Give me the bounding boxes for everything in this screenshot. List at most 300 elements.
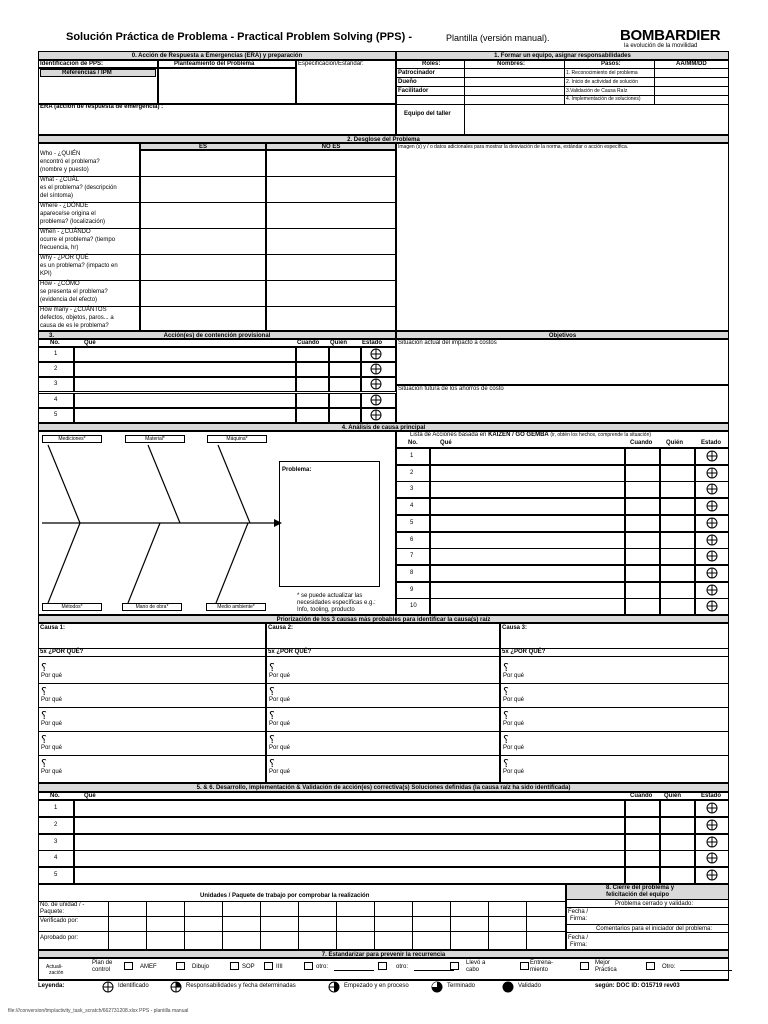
row-number: 9 <box>410 587 414 593</box>
sec8-comments: Comentarios para el iniciador del problema: <box>596 926 713 932</box>
es-field[interactable] <box>140 176 266 202</box>
legend-item-label: Responsabilidades y fecha determinadas <box>186 983 296 989</box>
why-hook-icon: ⸮ <box>503 733 509 746</box>
question-line: es el problema? (descripción <box>40 185 117 191</box>
col-who: Quién <box>330 340 348 346</box>
fish-methods: Métodos* <box>42 603 102 611</box>
standardize-checkbox[interactable] <box>264 962 273 970</box>
kaizen-who-field[interactable] <box>660 598 695 615</box>
title-main: Solución Práctica de Problema - Practical Problem Solving (PPS) - <box>66 31 412 43</box>
kaizen-what-field[interactable] <box>430 481 625 498</box>
status-circle-icon[interactable] <box>706 584 718 596</box>
col-noes: NO ES <box>266 143 396 150</box>
sec8-fecha-2: Fecha / <box>568 935 589 941</box>
who-field[interactable] <box>660 817 695 834</box>
section3-header <box>38 331 396 339</box>
legend-validated-icon <box>502 981 514 993</box>
legend-identified-icon <box>102 981 114 993</box>
action-field[interactable] <box>74 834 625 851</box>
standardize-checkbox[interactable] <box>230 962 239 970</box>
kaizen-header <box>410 432 651 439</box>
porque-label: Por qué <box>503 745 525 751</box>
kaizen-when-field[interactable] <box>625 598 660 615</box>
es-field[interactable] <box>140 306 266 332</box>
row-number: 2 <box>54 822 58 828</box>
status-circle-icon[interactable] <box>706 534 718 546</box>
standardize-label: Entrena- <box>530 960 554 966</box>
what-field[interactable] <box>74 347 296 362</box>
why-hook-icon: ⸮ <box>41 757 47 770</box>
kaizen-who-field[interactable] <box>660 448 695 465</box>
unit-no-label-a: No. de unidad / - <box>40 902 85 908</box>
kaizen-who-field[interactable] <box>660 532 695 549</box>
legend-item-label: Identificado <box>118 983 149 989</box>
why-hook-icon: ⸮ <box>269 733 275 746</box>
porque-label: Por qué <box>41 721 63 727</box>
who-field[interactable] <box>660 800 695 817</box>
es-field[interactable] <box>140 228 266 254</box>
porque-label: Por qué <box>41 697 63 703</box>
problem-statement-field[interactable] <box>158 68 296 104</box>
s56-col-status: Estado <box>701 793 722 799</box>
row-number: 6 <box>410 537 414 543</box>
kaizen-c: (ir, obtén los hechos, comprende la situación) <box>550 432 652 438</box>
write-in-line <box>680 970 732 971</box>
col-what: Qué <box>84 340 96 346</box>
status-circle-icon[interactable] <box>706 852 718 864</box>
porque-label: Por qué <box>269 769 291 775</box>
standardize-checkbox[interactable] <box>304 962 313 970</box>
standardize-label-2: cabo <box>466 967 480 973</box>
status-circle-icon[interactable] <box>706 869 718 881</box>
brand-logo: BOMBARDIER <box>620 27 721 44</box>
kaizen-col-status: Estado <box>701 440 722 446</box>
status-circle-icon[interactable] <box>370 409 382 421</box>
fish-material: Material* <box>125 435 185 443</box>
noes-field[interactable] <box>266 228 396 254</box>
prioritization-header: Priorización de los 3 causas más probables para identificar la causa(s) raíz <box>38 615 729 623</box>
unit-field[interactable] <box>412 902 450 950</box>
porque-label: Por qué <box>41 745 63 751</box>
noes-field[interactable] <box>266 176 396 202</box>
problem-label: Problema: <box>282 467 312 473</box>
current-label: Situación actual del impacto a costos <box>398 340 497 346</box>
kaizen-what-field[interactable] <box>430 532 625 549</box>
question-line: (nombre y puesto) <box>40 167 89 173</box>
who-field[interactable] <box>329 408 361 423</box>
units-title: Unidades / Paquete de trabajo por comprobar la realización <box>200 893 370 899</box>
question-line: ocurre el problema? (tiempo <box>40 237 116 243</box>
kaizen-when-field[interactable] <box>625 565 660 582</box>
row-divider <box>38 707 266 708</box>
sec8-title-a: 8. Cierre del problema y <box>606 885 675 891</box>
noes-field[interactable] <box>266 202 396 228</box>
when-field[interactable] <box>625 867 660 884</box>
question-line: Why - ¿POR QUÉ <box>40 255 89 261</box>
kaizen-when-field[interactable] <box>625 498 660 515</box>
row-divider <box>500 731 729 732</box>
s56-col-when: Cuando <box>630 793 653 799</box>
noes-field[interactable] <box>266 280 396 306</box>
standardize-checkbox[interactable] <box>646 962 655 970</box>
step-2: 2. Inicio de actividad de solución <box>566 79 638 85</box>
question-line: KPI) <box>40 271 52 277</box>
unit-field[interactable] <box>108 902 146 950</box>
why-hook-icon: ⸮ <box>269 685 275 698</box>
fish-note-1: * se puede actualizar las <box>297 593 363 599</box>
row-divider <box>500 683 729 684</box>
who-field[interactable] <box>329 347 361 362</box>
unit-field[interactable] <box>336 902 374 950</box>
row-number: 5 <box>410 520 414 526</box>
row-number: 8 <box>410 570 414 576</box>
when-field[interactable] <box>296 347 329 362</box>
unit-field[interactable] <box>260 902 298 950</box>
sec8-closed: Problema cerrado y validado: <box>615 901 694 907</box>
unit-field[interactable] <box>184 902 222 950</box>
es-field[interactable] <box>140 280 266 306</box>
status-circle-icon[interactable] <box>706 550 718 562</box>
cause-label: Causa 1: <box>40 625 66 631</box>
s56-col-no: No. <box>50 793 60 799</box>
legend-item-label: Terminado <box>447 983 476 989</box>
cause-label: Causa 2: <box>268 625 294 631</box>
question-line: del síntoma) <box>40 193 74 199</box>
porque-label: Por qué <box>503 721 525 727</box>
row-number: 5 <box>54 872 58 878</box>
col-date: AA/MM/DD <box>676 61 707 67</box>
standardize-label: Plan de <box>92 960 113 966</box>
why-hook-icon: ⸮ <box>41 661 47 674</box>
status-circle-icon[interactable] <box>706 467 718 479</box>
row-divider <box>266 656 500 657</box>
sec8-title-b: felicitación del equipo <box>606 892 670 898</box>
role-sponsor: Patrocinador <box>398 70 436 76</box>
kaizen-when-field[interactable] <box>625 515 660 532</box>
unit-field[interactable] <box>488 902 526 950</box>
kaizen-who-field[interactable] <box>660 565 695 582</box>
porque-label: Por qué <box>503 769 525 775</box>
status-circle-icon[interactable] <box>370 348 382 360</box>
write-in-line <box>414 970 454 971</box>
standardize-label: IIII <box>276 964 283 970</box>
kaizen-what-field[interactable] <box>430 582 625 599</box>
who-field[interactable] <box>329 377 361 392</box>
when-field[interactable] <box>625 850 660 867</box>
unit-no-label-b: Paquete: <box>40 909 65 915</box>
legend-started-icon <box>328 981 340 993</box>
image-area[interactable] <box>396 143 729 331</box>
question-line: problema? (localización) <box>40 219 106 225</box>
standardize-checkbox[interactable] <box>580 962 589 970</box>
question-line: es un problema? (impacto en <box>40 263 118 269</box>
question-line: How many - ¿CUÁNTOS <box>40 307 107 313</box>
actualization-b: zación <box>49 970 64 976</box>
image-note: Imagen (s) y / o datos adicionales para mostrar la desviación de la norma, estándar o acción específica. <box>398 144 629 150</box>
row-number: 3 <box>54 839 58 845</box>
row-number: 1 <box>54 351 58 357</box>
standardize-checkbox[interactable] <box>124 962 133 970</box>
step-4: 4. Implementación de soluciones) <box>566 96 641 102</box>
row-number: 4 <box>410 503 414 509</box>
actualization-a: Actuali- <box>46 964 63 970</box>
row-divider <box>500 656 729 657</box>
col-steps: Pasos: <box>601 61 621 67</box>
standardize-checkbox[interactable] <box>520 962 529 970</box>
question-line: Who - ¿QUIÉN <box>40 151 81 157</box>
five-why-label: 5x ¿POR QUÉ? <box>268 649 312 655</box>
when-field[interactable] <box>625 800 660 817</box>
status-circle-icon[interactable] <box>370 363 382 375</box>
why-hook-icon: ⸮ <box>503 709 509 722</box>
why-hook-icon: ⸮ <box>503 661 509 674</box>
when-field[interactable] <box>296 393 329 408</box>
why-hook-icon: ⸮ <box>269 661 275 674</box>
es-field[interactable] <box>140 150 266 176</box>
question-line: se presenta el problema? <box>40 289 108 295</box>
row-number: 3 <box>410 486 414 492</box>
legend-responsibilities-icon <box>170 981 182 993</box>
question-line: aparece/se origina el <box>40 211 96 217</box>
section0-header: 0. Acción de Respuesta a Emergencias (ERA) y preparación <box>38 51 396 60</box>
row-number: 4 <box>54 397 58 403</box>
step-1: 1. Reconocimiento del problema <box>566 70 638 76</box>
standardize-label-2: control <box>92 967 111 973</box>
write-in-line <box>334 970 374 971</box>
cause-column <box>266 623 500 783</box>
col-names: Nombres: <box>497 61 526 67</box>
kaizen-what-field[interactable] <box>430 598 625 615</box>
unit-field[interactable] <box>298 902 336 950</box>
cause-column <box>500 623 729 783</box>
kaizen-when-field[interactable] <box>625 448 660 465</box>
when-field[interactable] <box>296 377 329 392</box>
action-field[interactable] <box>74 817 625 834</box>
why-hook-icon: ⸮ <box>41 733 47 746</box>
standardize-label: AMEF <box>140 964 157 970</box>
row-divider <box>38 755 266 756</box>
kaizen-col-what: Qué <box>440 440 452 446</box>
standardize-checkbox[interactable] <box>176 962 185 970</box>
porque-label: Por qué <box>503 673 525 679</box>
what-field[interactable] <box>74 408 296 423</box>
what-field[interactable] <box>74 377 296 392</box>
porque-label: Por qué <box>503 697 525 703</box>
kaizen-what-field[interactable] <box>430 548 625 565</box>
section3-number: 3. <box>49 333 55 339</box>
s56-col-what: Qué <box>84 793 96 799</box>
what-field[interactable] <box>74 362 296 377</box>
kaizen-what-field[interactable] <box>430 565 625 582</box>
section1-header: 1. Formar un equipo, asignar responsabilidades <box>396 51 729 60</box>
action-field[interactable] <box>74 867 625 884</box>
why-hook-icon: ⸮ <box>269 757 275 770</box>
section3-title: Acción(es) de contención provisional <box>163 333 271 339</box>
standardize-label-2: Práctica <box>595 967 617 973</box>
standardize-label: otro: <box>396 964 409 970</box>
question-line: (evidencia del efecto) <box>40 297 98 303</box>
approved-label: Aprobado por: <box>40 935 79 941</box>
kaizen-who-field[interactable] <box>660 515 695 532</box>
row-divider <box>500 707 729 708</box>
unit-field[interactable] <box>450 902 488 950</box>
noes-field[interactable] <box>266 254 396 280</box>
status-circle-icon[interactable] <box>706 567 718 579</box>
standardize-label: Llevó a <box>466 960 486 966</box>
kaizen-when-field[interactable] <box>625 548 660 565</box>
question-line: encontró el problema? <box>40 159 100 165</box>
when-field[interactable] <box>625 817 660 834</box>
kaizen-what-field[interactable] <box>430 498 625 515</box>
fish-manpower: Mano de obra* <box>122 603 182 611</box>
status-circle-icon[interactable] <box>706 600 718 612</box>
status-circle-icon[interactable] <box>706 450 718 462</box>
porque-label: Por qué <box>41 769 63 775</box>
who-field[interactable] <box>329 362 361 377</box>
who-field[interactable] <box>329 393 361 408</box>
row-divider <box>38 656 266 657</box>
fish-note-2: necesidades específicas e.g.: <box>297 600 376 606</box>
row-number: 2 <box>410 470 414 476</box>
unit-field[interactable] <box>146 902 184 950</box>
step-3: 3.Validación de Causa Raíz <box>566 88 628 94</box>
kaizen-col-who: Quién <box>666 440 684 446</box>
kaizen-who-field[interactable] <box>660 481 695 498</box>
kaizen-col-when: Cuando <box>630 440 653 446</box>
action-field[interactable] <box>74 850 625 867</box>
when-field[interactable] <box>625 834 660 851</box>
verified-label: Verificado por: <box>40 918 79 924</box>
cause-label: Causa 3: <box>502 625 528 631</box>
spec-label: Especificación/Estandar: <box>298 61 364 67</box>
what-field[interactable] <box>74 393 296 408</box>
five-why-label: 5x ¿POR QUÉ? <box>502 649 546 655</box>
fish-note-3: Info, tooling, producto <box>297 607 355 613</box>
fish-machine: Máquina* <box>207 435 267 443</box>
row-divider <box>38 731 266 732</box>
standardize-label-2: miento <box>530 967 549 973</box>
role-owner: Dueño <box>398 79 417 85</box>
standardize-label: Mejor <box>595 960 611 966</box>
col-es: ES <box>140 143 266 150</box>
row-divider <box>266 755 500 756</box>
col-no: No. <box>50 340 60 346</box>
title-sub: Plantilla (versión manual). <box>446 33 550 43</box>
legend-label: Leyenda: <box>38 983 65 989</box>
kaizen-a: Lista de Acciones basada en <box>410 432 487 438</box>
row-number: 10 <box>410 603 417 609</box>
kaizen-what-field[interactable] <box>430 515 625 532</box>
legend-item-label: Validado <box>518 983 541 989</box>
fish-measurements: Mediciones* <box>42 435 102 443</box>
status-circle-icon[interactable] <box>706 500 718 512</box>
status-circle-icon[interactable] <box>706 483 718 495</box>
kaizen-who-field[interactable] <box>660 582 695 599</box>
status-circle-icon[interactable] <box>370 378 382 390</box>
porque-label: Por qué <box>269 697 291 703</box>
kaizen-who-field[interactable] <box>660 548 695 565</box>
who-field[interactable] <box>660 850 695 867</box>
unit-field[interactable] <box>222 902 260 950</box>
kaizen-who-field[interactable] <box>660 498 695 515</box>
legend-finished-icon <box>431 981 443 993</box>
standardize-label: SOP <box>242 964 255 970</box>
question-line: causa de es le problema? <box>40 323 109 329</box>
noes-field[interactable] <box>266 150 396 176</box>
question-line: What - ¿CUÁL <box>40 177 80 183</box>
action-field[interactable] <box>74 800 625 817</box>
kaizen-when-field[interactable] <box>625 481 660 498</box>
legend-item-label: Empezado y en proceso <box>344 983 409 989</box>
status-circle-icon[interactable] <box>706 802 718 814</box>
problem-box[interactable] <box>279 461 380 587</box>
row-number: 1 <box>410 453 414 459</box>
kaizen-when-field[interactable] <box>625 465 660 482</box>
kaizen-what-field[interactable] <box>430 448 625 465</box>
when-field[interactable] <box>296 408 329 423</box>
standardize-checkbox[interactable] <box>378 962 387 970</box>
who-field[interactable] <box>660 834 695 851</box>
row-number: 2 <box>54 366 58 372</box>
question-line: defectos, objetos, paros... a <box>40 315 114 321</box>
col-when: Cuando <box>297 340 320 346</box>
es-field[interactable] <box>140 254 266 280</box>
when-field[interactable] <box>296 362 329 377</box>
porque-label: Por qué <box>269 721 291 727</box>
kaizen-what-field[interactable] <box>430 465 625 482</box>
doc-id: según: DOC ID: O15719 rev03 <box>595 983 680 989</box>
question-line: Where - ¿DÓNDE <box>40 203 89 209</box>
porque-label: Por qué <box>41 673 63 679</box>
noes-field[interactable] <box>266 306 396 332</box>
kaizen-when-field[interactable] <box>625 582 660 599</box>
standardize-label: Otro: <box>662 964 676 970</box>
unit-field[interactable] <box>374 902 412 950</box>
why-hook-icon: ⸮ <box>269 709 275 722</box>
who-field[interactable] <box>660 867 695 884</box>
standardize-label: Dibujo <box>192 964 210 970</box>
why-hook-icon: ⸮ <box>503 685 509 698</box>
role-facilitator: Facilitador <box>398 88 429 94</box>
row-divider <box>266 731 500 732</box>
status-circle-icon[interactable] <box>706 836 718 848</box>
future-label: Situación futura de los ahorros de costo <box>398 386 504 392</box>
row-number: 7 <box>410 553 414 559</box>
sec8-fecha-1: Fecha / <box>568 909 589 915</box>
kaizen-who-field[interactable] <box>660 465 695 482</box>
footer-path: file:///conversion/tmp/activity_task_scratch/662731208.xlsx PPS - plantilla manual <box>8 1008 189 1014</box>
why-hook-icon: ⸮ <box>41 685 47 698</box>
status-circle-icon[interactable] <box>706 819 718 831</box>
standardize-checkbox[interactable] <box>450 962 459 970</box>
section56-header: 5. & 6. Desarrollo, implementación & Validación de acción(es) correctiva(s) Soluciones definidas (la causa raíz ha sido identificada) <box>38 783 729 792</box>
kaizen-col-no: No. <box>408 440 418 446</box>
kaizen-when-field[interactable] <box>625 532 660 549</box>
unit-field[interactable] <box>526 902 564 950</box>
section7-header: 7. Estandarizar para prevenir la recurrencia <box>38 950 729 958</box>
status-circle-icon[interactable] <box>706 517 718 529</box>
status-circle-icon[interactable] <box>370 394 382 406</box>
section4-header: 4. Análisis de causa principal <box>38 423 729 431</box>
s56-col-who: Quién <box>664 793 682 799</box>
row-divider <box>266 683 500 684</box>
row-number: 1 <box>54 805 58 811</box>
standardize-label: otro: <box>316 964 329 970</box>
question-line: frecuencia, hr) <box>40 245 79 251</box>
es-field[interactable] <box>140 202 266 228</box>
col-status: Estado <box>362 340 383 346</box>
fish-environment: Medio ambiente* <box>206 603 266 611</box>
